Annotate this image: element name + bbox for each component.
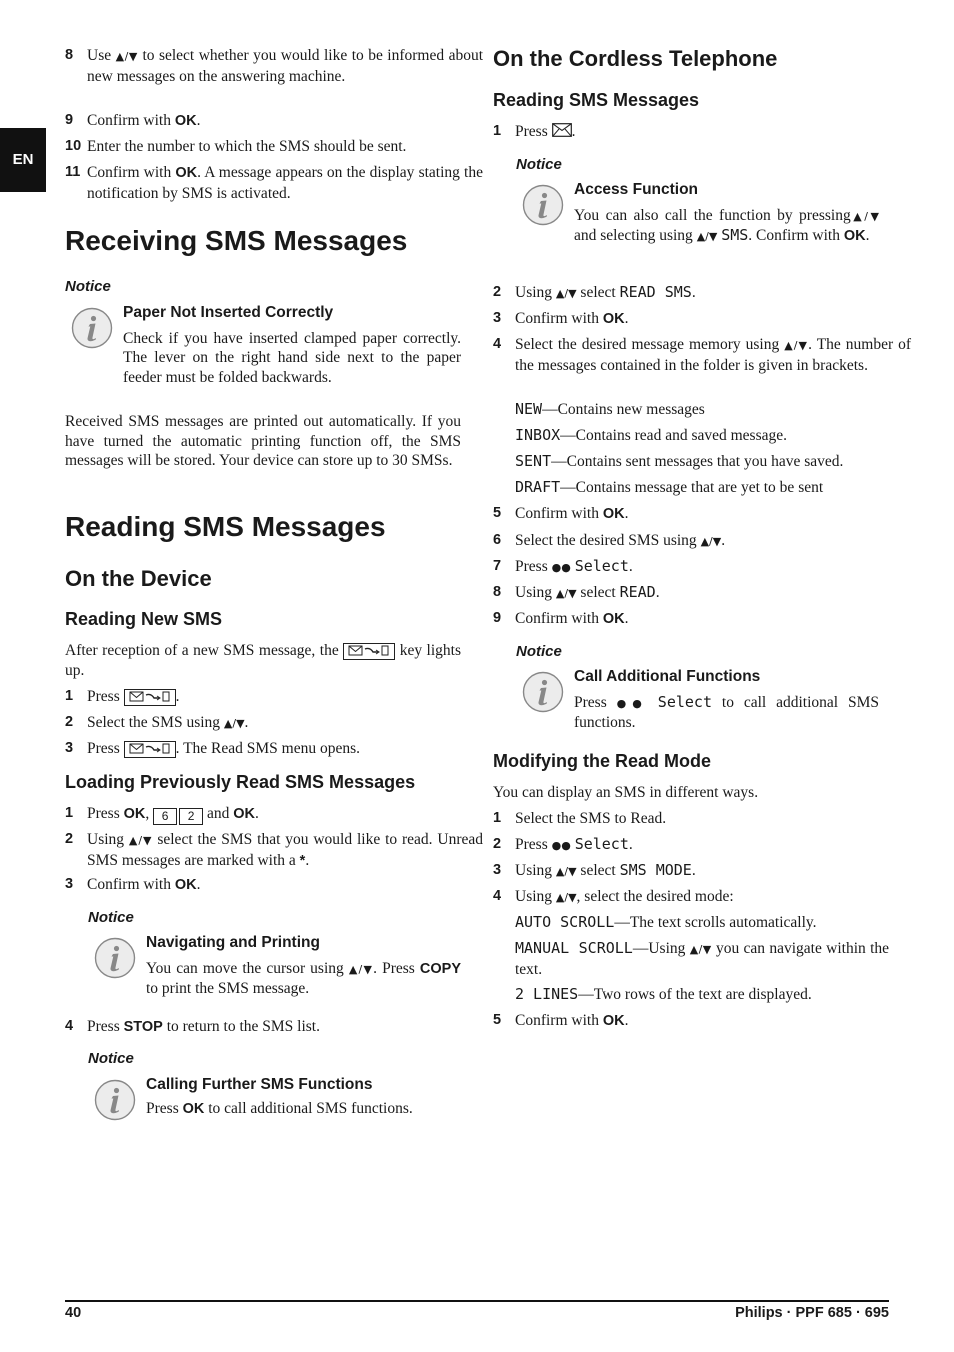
heading-modifying-read-mode: Modifying the Read Mode	[493, 751, 711, 771]
display-text-select: Select	[657, 692, 712, 711]
step-text: Using	[515, 888, 553, 905]
step-text: select	[580, 284, 616, 301]
cordless-step-8	[493, 583, 911, 604]
step-text: Select the desired message memory using	[515, 336, 780, 353]
step-text: ,	[145, 805, 150, 822]
ok-key-label: OK	[602, 611, 625, 627]
softkey-dots-icon: ●●	[551, 839, 571, 852]
ok-key-label: OK	[123, 806, 146, 822]
softkey-dots-icon: ●●	[616, 696, 648, 710]
ok-key-label: OK	[175, 165, 198, 181]
info-icon	[522, 184, 564, 232]
notice-label: Notice	[516, 643, 562, 660]
display-text-select: Select	[574, 557, 629, 575]
step-number: 3	[65, 740, 74, 756]
step-number: 1	[493, 810, 502, 826]
notice-text	[574, 693, 879, 733]
mode-manual-scroll	[493, 939, 889, 979]
up-down-arrows-icon: ▲/▼	[850, 209, 879, 223]
heading-loading-previously-read: Loading Previously Read SMS Messages	[65, 772, 416, 792]
mode-description: —Two rows of the text are displayed.	[578, 986, 812, 1003]
notice-text-part: Press	[146, 1099, 179, 1117]
notice-text-part: Press	[574, 693, 607, 711]
step-text: to return to the SMS list.	[166, 1018, 320, 1035]
display-text-sms: SMS	[721, 226, 749, 244]
step-8	[65, 46, 483, 86]
notice-text-part: .	[865, 227, 870, 244]
cordless-step-1	[493, 122, 911, 142]
step-number: 5	[493, 1012, 502, 1028]
folder-draft	[493, 478, 889, 498]
mode-2-lines	[493, 985, 889, 1005]
number-keys	[153, 808, 203, 825]
folder-inbox	[493, 426, 889, 446]
notice-text	[574, 206, 879, 247]
notice-access-function	[516, 180, 879, 247]
after-reception-paragraph	[65, 641, 461, 680]
copy-key-label: COPY	[419, 960, 462, 977]
step-text: and	[206, 805, 230, 822]
step-text: .	[691, 862, 696, 879]
load-step-4	[65, 1017, 483, 1038]
step-number: 11	[65, 164, 81, 180]
step-number: 10	[65, 138, 82, 154]
notice-label: Notice	[88, 909, 134, 926]
language-label: EN	[12, 151, 34, 169]
notice-text-part: and selecting using	[574, 227, 693, 244]
mode-intro: You can display an SMS in different ways.	[493, 784, 759, 801]
step-number: 8	[493, 584, 502, 600]
step-text: Press	[87, 740, 120, 757]
ok-key-label: OK	[174, 877, 197, 893]
language-tab	[0, 128, 46, 192]
up-down-arrows-icon: ▲/▼	[555, 287, 577, 300]
envelope-icon	[552, 123, 572, 140]
notice-call-additional	[516, 667, 879, 733]
product-name: Philips · PPF 685 · 695	[735, 1305, 889, 1321]
step-text: .	[255, 805, 259, 822]
step-number: 4	[493, 888, 502, 904]
step-text: .	[175, 688, 180, 705]
info-icon	[94, 1079, 136, 1127]
step-text: Confirm with	[515, 310, 599, 327]
step-number: 3	[65, 876, 74, 892]
notice-paper	[65, 303, 461, 387]
step-number: 2	[493, 836, 502, 852]
step-text: Using	[515, 284, 553, 301]
up-down-arrows-icon: ▲/▼	[128, 834, 153, 847]
mode-name: MANUAL SCROLL	[515, 939, 633, 957]
step-text: Confirm with	[87, 164, 172, 181]
mode-step-5	[493, 1011, 911, 1032]
step-text: .	[655, 584, 660, 601]
display-text-read: READ	[619, 583, 656, 601]
notice-text-part: You can also call the function by pressing	[574, 206, 851, 224]
stop-key-label: STOP	[123, 1019, 163, 1035]
step-number: 9	[493, 610, 502, 626]
notice-label: Notice	[88, 1050, 134, 1067]
step-number: 6	[493, 532, 502, 548]
cordless-step-6	[493, 531, 911, 552]
sms-key-icon	[124, 741, 176, 758]
notice-title: Paper Not Inserted Correctly	[123, 304, 334, 321]
info-icon	[522, 671, 564, 719]
step-text: .	[624, 505, 629, 522]
new-step-1	[65, 687, 483, 707]
up-down-arrows-icon: ▲/▼	[223, 717, 245, 730]
info-icon	[71, 307, 113, 355]
step-text: Press	[515, 123, 548, 140]
step-number: 1	[65, 805, 74, 821]
folder-description: —Contains sent messages that you have saved.	[551, 453, 844, 470]
folder-name: DRAFT	[515, 478, 561, 496]
step-11	[65, 163, 483, 203]
display-text-select: Select	[574, 835, 629, 853]
cordless-step-9	[493, 609, 911, 630]
cordless-step-2	[493, 283, 911, 304]
folder-new	[493, 400, 889, 420]
folder-description: —Contains new messages	[542, 401, 705, 418]
up-down-arrows-icon: ▲/▼	[115, 50, 138, 63]
new-step-3	[65, 739, 483, 759]
mode-description: —The text scrolls automatically.	[614, 914, 817, 931]
step-text: .	[305, 851, 310, 869]
up-down-arrows-icon: ▲/▼	[700, 535, 722, 548]
notice-further-functions	[88, 1075, 476, 1119]
step-text: .	[721, 532, 726, 549]
notice-text-part: . Press	[373, 959, 415, 977]
mode-step-2	[493, 835, 911, 856]
info-icon	[94, 937, 136, 985]
heading-reading-sms: Reading SMS Messages	[65, 511, 386, 542]
step-text: Press	[87, 688, 120, 705]
step-text: Using	[515, 862, 553, 879]
cordless-step-4	[493, 335, 911, 375]
footer-rule	[65, 1300, 889, 1302]
notice-label: Notice	[516, 156, 562, 173]
step-number: 3	[493, 310, 502, 326]
folder-description: —Contains read and saved message.	[560, 427, 787, 444]
softkey-dots-icon: ●●	[551, 561, 571, 574]
step-text: Confirm with	[515, 505, 599, 522]
step-number: 4	[493, 336, 502, 352]
step-text: Press	[87, 1018, 120, 1035]
ok-key-label: OK	[602, 506, 625, 522]
step-text: . The Read SMS menu opens.	[175, 740, 361, 757]
step-text: .	[624, 310, 629, 327]
cordless-step-3	[493, 309, 911, 330]
step-text: .	[196, 112, 201, 129]
mode-name: AUTO SCROLL	[515, 913, 615, 931]
step-number: 2	[493, 284, 502, 300]
display-text-read-sms: READ SMS	[619, 283, 692, 301]
step-number: 2	[65, 831, 74, 847]
step-10	[65, 137, 483, 157]
folder-name: SENT	[515, 452, 552, 470]
step-text: .	[624, 1012, 629, 1029]
display-text-sms-mode: SMS MODE	[619, 861, 692, 879]
step-text: Confirm with	[515, 610, 599, 627]
step-text: Use	[87, 47, 112, 64]
step-text: . The number of the messages contained in the folder is given in brackets.	[515, 336, 912, 374]
ok-key-label: OK	[233, 806, 255, 822]
notice-text: Check if you have inserted clamped paper correctly. The lever on the right hand side next to the paper feeder must be folded backwards.	[123, 329, 461, 386]
step-number: 5	[493, 505, 502, 521]
step-text: .	[571, 123, 576, 140]
notice-text-part: to call additional SMS functions.	[574, 693, 880, 731]
step-text: Confirm with	[515, 1012, 599, 1029]
load-step-3	[65, 875, 483, 896]
up-down-arrows-icon: ▲/▼	[555, 865, 577, 878]
notice-text	[146, 1099, 476, 1120]
folder-sent	[493, 452, 889, 472]
load-step-2	[65, 830, 483, 871]
notice-title: Navigating and Printing	[146, 934, 320, 951]
received-paragraph: Received SMS messages are printed out automatically. If you have turned the automatic printing function off, the SMS messages will be stored. Your device can store up to 30 SMSs.	[65, 413, 461, 469]
heading-reading-new-sms: Reading New SMS	[65, 609, 223, 629]
sms-key-icon	[343, 643, 395, 660]
mode-description: —Using	[632, 940, 686, 957]
step-text: .	[624, 610, 629, 627]
mode-step-4	[493, 887, 911, 908]
step-number: 2	[65, 714, 74, 730]
notice-text	[146, 959, 461, 999]
up-down-arrows-icon: ▲/▼	[555, 587, 577, 600]
ok-key-label: OK	[843, 228, 866, 244]
step-number: 3	[493, 862, 502, 878]
step-text: Press	[515, 558, 548, 575]
notice-text-part: to print the SMS message.	[146, 980, 310, 997]
step-text: .	[196, 876, 201, 893]
step-text: Enter the number to which the SMS should be sent.	[87, 138, 407, 155]
step-text: select the SMS that you would like to read. Unread SMS messages are marked with a	[87, 831, 484, 869]
notice-text-part: . Confirm with	[748, 227, 840, 244]
step-text: .	[691, 284, 696, 301]
up-down-arrows-icon: ▲/▼	[689, 943, 712, 956]
step-text: select	[580, 584, 616, 601]
page-number: 40	[65, 1305, 82, 1321]
mode-description: you can navigate within the text.	[515, 940, 890, 978]
step-number: 7	[493, 558, 502, 574]
step-text: Using	[87, 831, 125, 848]
sms-key-icon	[124, 689, 176, 706]
heading-on-device: On the Device	[65, 566, 212, 591]
cordless-step-5	[493, 504, 911, 525]
step-text: Press	[515, 836, 548, 853]
step-text: .	[628, 558, 633, 575]
key-2: 2	[179, 808, 203, 825]
notice-title: Access Function	[574, 181, 699, 198]
step-text: Select the SMS using	[87, 714, 221, 731]
mode-name: 2 LINES	[515, 985, 579, 1003]
step-text: Confirm with	[87, 112, 171, 129]
step-number: 1	[65, 688, 74, 704]
up-down-arrows-icon: ▲/▼	[784, 339, 809, 352]
step-text: Press	[87, 805, 120, 822]
notice-navigating	[88, 933, 461, 999]
heading-reading-sms-cordless: Reading SMS Messages	[493, 90, 700, 110]
notice-title: Calling Further SMS Functions	[146, 1076, 373, 1093]
mode-auto-scroll	[493, 913, 889, 933]
step-text: Select the SMS to Read.	[515, 810, 667, 827]
step-text: , select the desired mode:	[576, 888, 734, 905]
folder-description: —Contains message that are yet to be sent	[560, 479, 824, 496]
ok-key-label: OK	[182, 1100, 205, 1117]
step-number: 8	[65, 47, 74, 63]
heading-cordless-telephone: On the Cordless Telephone	[493, 46, 778, 71]
folder-name: NEW	[515, 400, 543, 418]
mode-step-3	[493, 861, 911, 882]
notice-title: Call Additional Functions	[574, 668, 761, 685]
step-text: Select the desired SMS using	[515, 532, 697, 549]
step-text: .	[244, 714, 249, 731]
ok-key-label: OK	[602, 311, 625, 327]
cordless-step-7	[493, 557, 911, 578]
notice-label: Notice	[65, 278, 111, 295]
notice-text-part: to call additional SMS functions.	[208, 1099, 413, 1117]
paragraph-text: key lights up.	[65, 642, 462, 679]
step-number: 9	[65, 112, 74, 128]
ok-key-label: OK	[602, 1013, 625, 1029]
notice-text-part: You can move the cursor using	[146, 959, 344, 977]
step-text: . A message appears on the display stating the notification by SMS is activated.	[87, 164, 483, 202]
step-number: 1	[493, 123, 502, 139]
new-step-2	[65, 713, 483, 734]
step-text: Confirm with	[87, 876, 171, 893]
load-step-1	[65, 804, 483, 825]
key-6: 6	[153, 808, 177, 825]
ok-key-label: OK	[174, 113, 197, 129]
star-symbol: *	[299, 852, 306, 869]
step-text: Using	[515, 584, 553, 601]
step-number: 4	[65, 1018, 74, 1034]
step-9	[65, 111, 483, 132]
heading-receiving-sms: Receiving SMS Messages	[65, 225, 408, 256]
step-text: to select whether you would like to be informed about new messages on the answering machine.	[87, 47, 484, 85]
up-down-arrows-icon: ▲/▼	[348, 962, 374, 976]
step-text: .	[628, 836, 633, 853]
up-down-arrows-icon: ▲/▼	[555, 891, 577, 904]
up-down-arrows-icon: ▲/▼	[696, 230, 718, 243]
step-text: select	[580, 862, 616, 879]
mode-step-1	[493, 809, 911, 829]
folder-name: INBOX	[515, 426, 561, 444]
paragraph-text: After reception of a new SMS message, the	[65, 642, 339, 659]
